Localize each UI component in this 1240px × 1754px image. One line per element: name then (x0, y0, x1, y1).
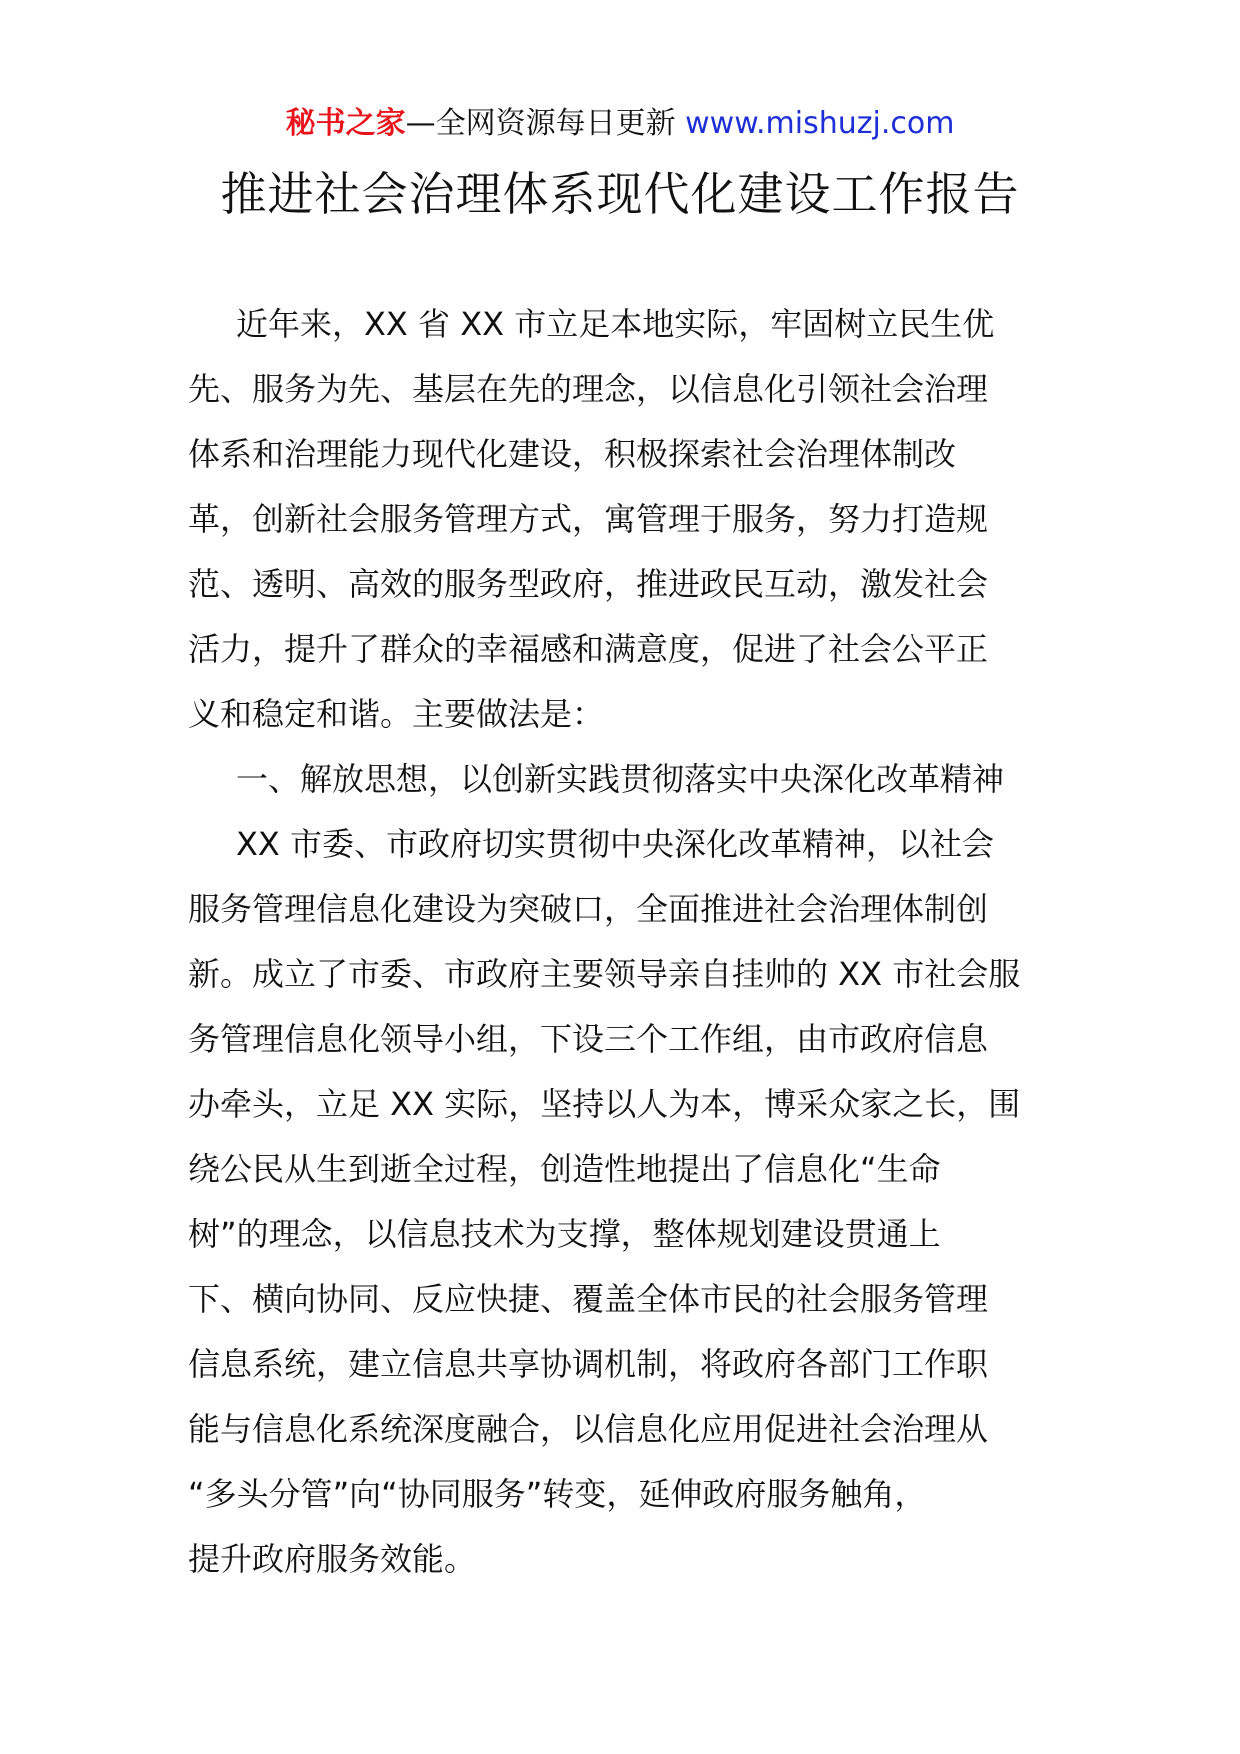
paragraph-line: 提升政府服务效能。 (188, 1540, 477, 1578)
paragraph-line: 革，创新社会服务管理方式，寓管理于服务，努力打造规 (188, 500, 989, 538)
paragraph-line: 树”的理念，以信息技术为支撑，整体规划建设贯通上 (188, 1215, 941, 1253)
header-tagline: —全网资源每日更新 (405, 106, 676, 141)
paragraph-line: 体系和治理能力现代化建设，积极探索社会治理体制改 (188, 435, 957, 473)
paragraph-line: 范、透明、高效的服务型政府，推进政民互动，激发社会 (188, 565, 989, 603)
paragraph-line: 义和稳定和谐。主要做法是： (188, 695, 605, 733)
paragraph-line: 办牵头，立足 XX 实际，坚持以人为本，博采众家之长，围 (188, 1085, 1021, 1123)
paragraph-line: 下、横向协同、反应快捷、覆盖全体市民的社会服务管理 (188, 1280, 989, 1318)
paragraph-line: “多头分管”向“协同服务”转变，延伸政府服务触角， (188, 1475, 927, 1513)
section-heading: 一、解放思想，以创新实践贯彻落实中央深化改革精神 (236, 760, 1005, 798)
site-url-link[interactable]: www.mishuzj.com (685, 106, 955, 141)
paragraph-line: 信息系统，建立信息共享协调机制，将政府各部门工作职 (188, 1345, 989, 1383)
paragraph-line: 服务管理信息化建设为突破口，全面推进社会治理体制创 (188, 890, 989, 928)
paragraph-line: XX 市委、市政府切实贯彻中央深化改革精神，以社会 (236, 825, 995, 863)
document-title: 推进社会治理体系现代化建设工作报告 (220, 167, 1020, 221)
paragraph-line: 能与信息化系统深度融合，以信息化应用促进社会治理从 (188, 1410, 989, 1448)
paragraph-line: 务管理信息化领导小组，下设三个工作组，由市政府信息 (188, 1020, 989, 1058)
paragraph-line: 新。成立了市委、市政府主要领导亲自挂帅的 XX 市社会服 (188, 955, 1021, 993)
paragraph-line: 绕公民从生到逝全过程，创造性地提出了信息化“生命 (188, 1150, 941, 1188)
paragraph-line: 近年来，XX 省 XX 市立足本地实际，牢固树立民生优 (236, 305, 995, 343)
site-header (0, 100, 1240, 148)
paragraph-line: 活力，提升了群众的幸福感和满意度，促进了社会公平正 (188, 630, 989, 668)
brand-name: 秘书之家 (285, 106, 406, 141)
paragraph-line: 先、服务为先、基层在先的理念，以信息化引领社会治理 (188, 370, 989, 408)
document-body (188, 292, 1068, 1592)
